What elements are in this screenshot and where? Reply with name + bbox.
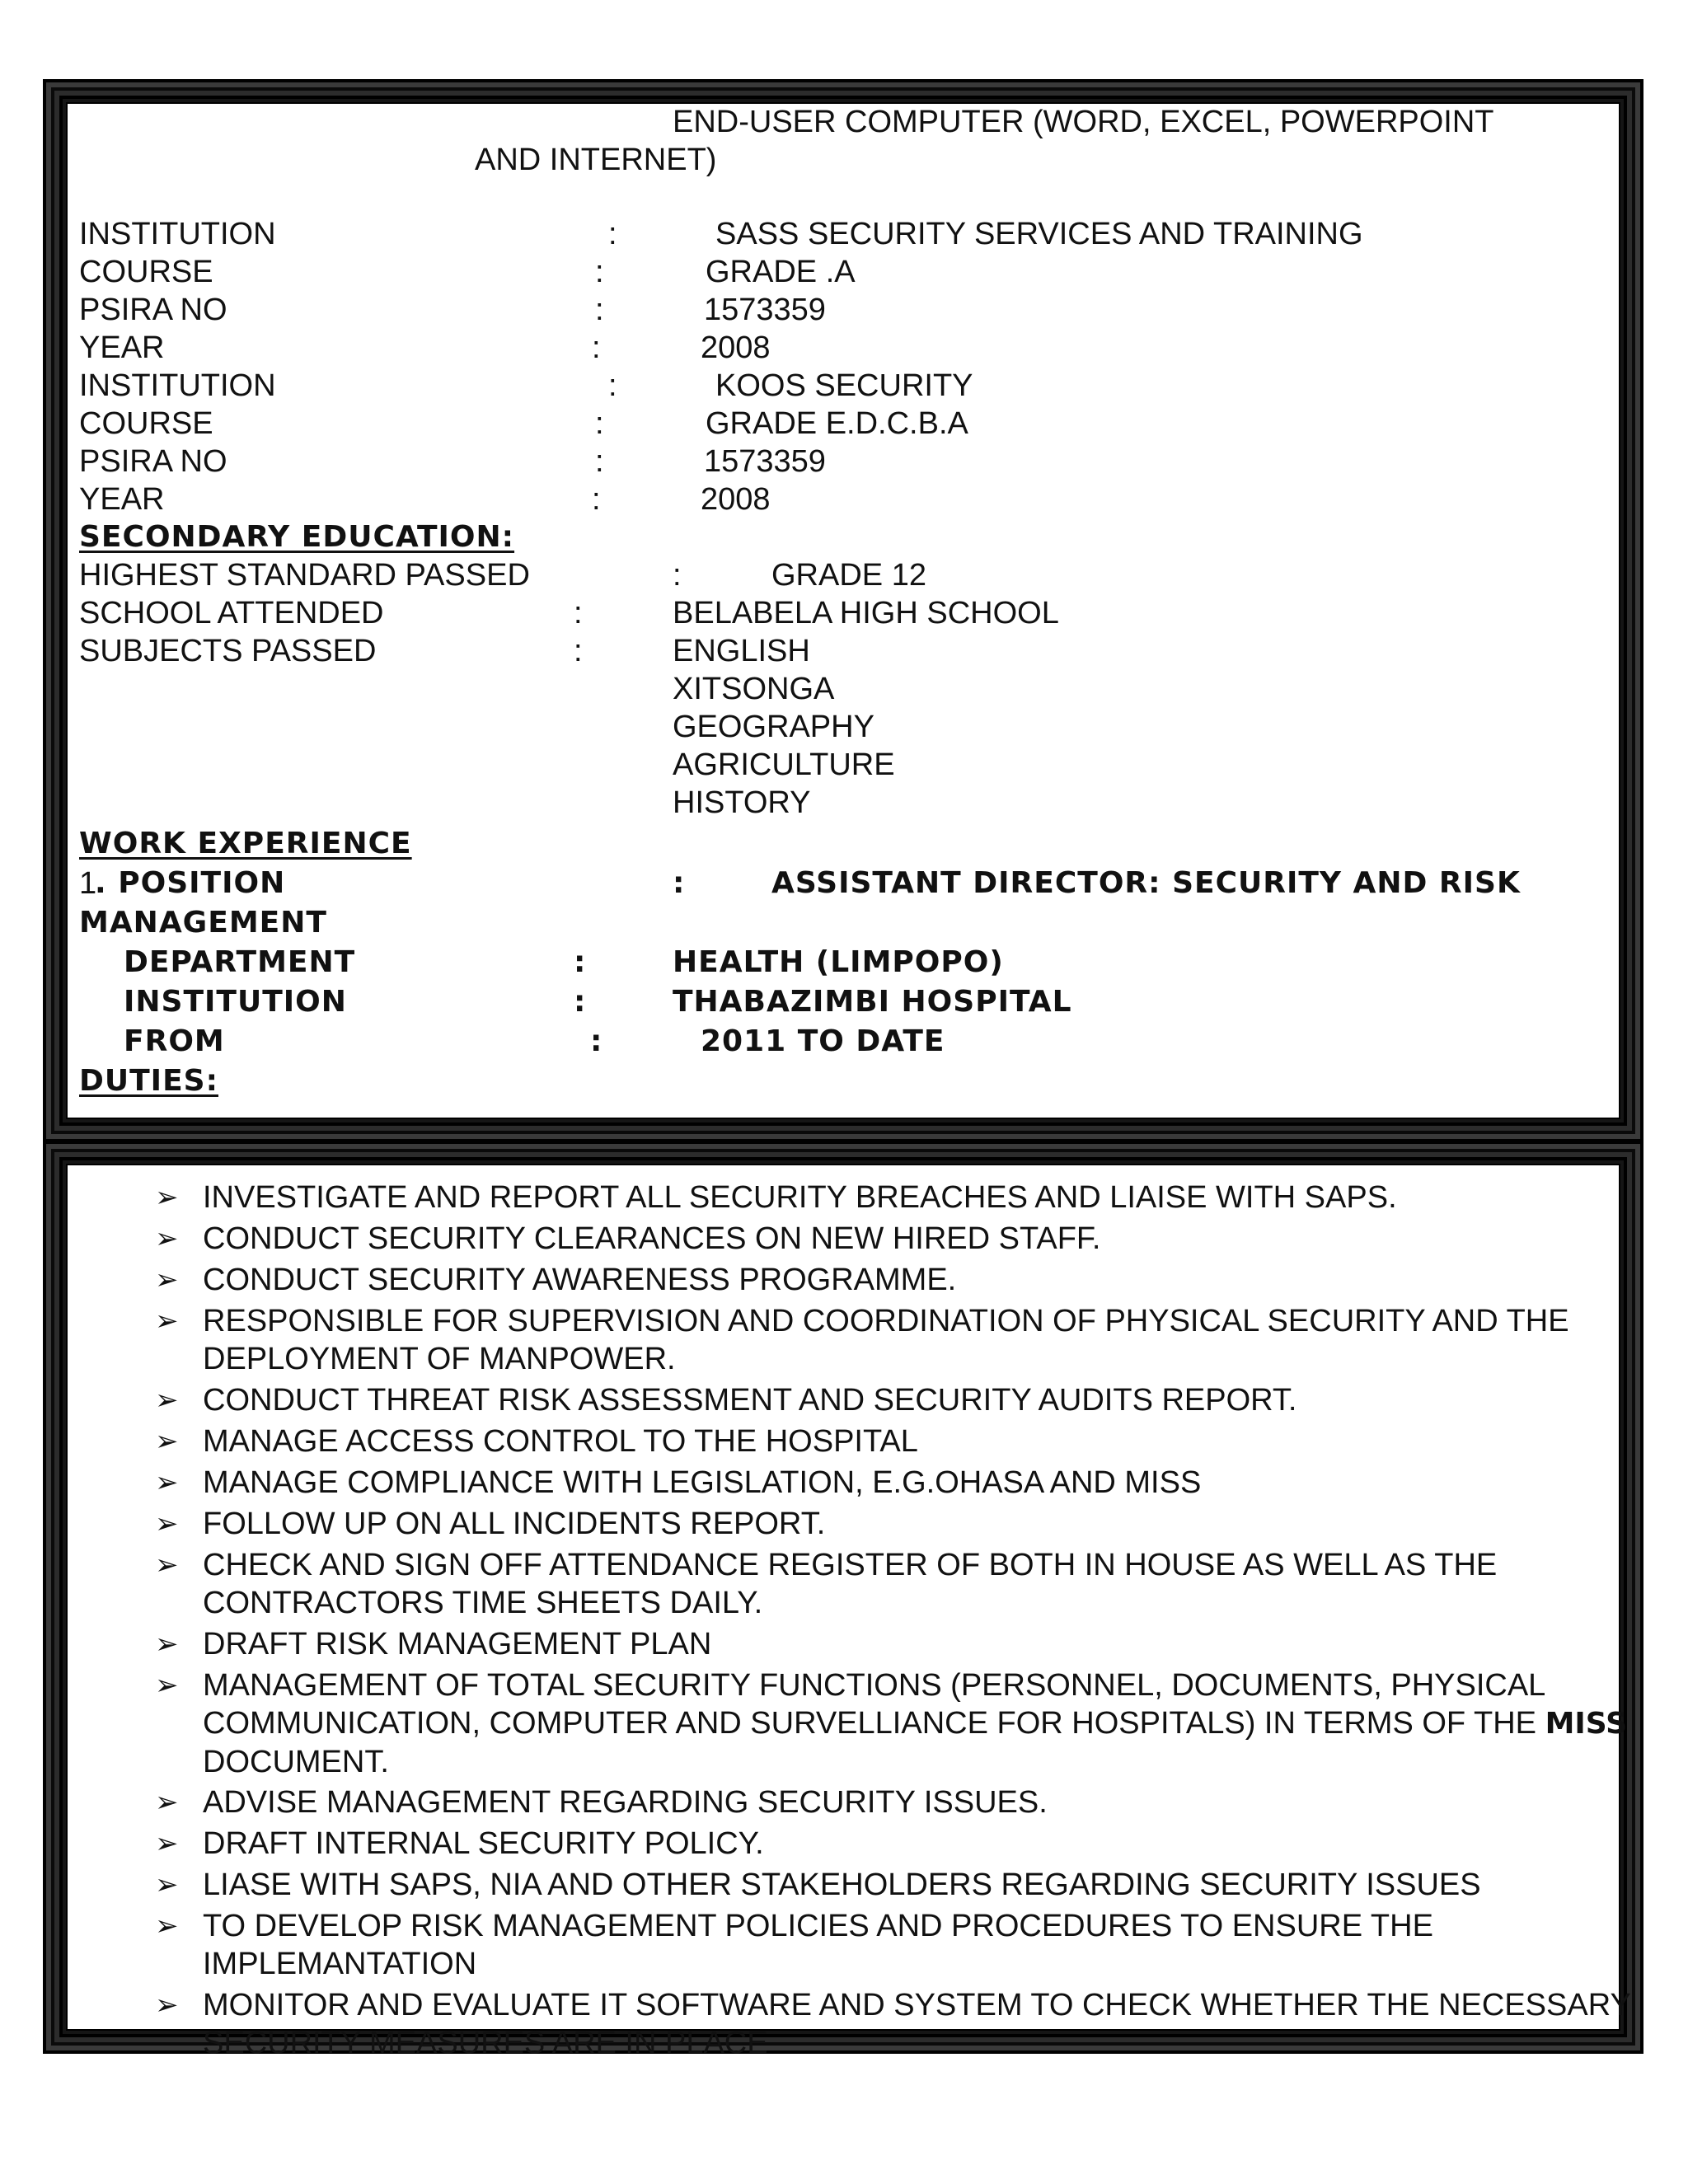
subject-item: XITSONGA xyxy=(673,672,835,706)
duties-heading: DUTIES: xyxy=(79,1064,218,1098)
training-label: COURSE xyxy=(79,406,213,441)
duty-item: ➢ CONDUCT THREAT RISK ASSESSMENT AND SECURITY AUDITS REPORT. xyxy=(155,1383,1297,1418)
page-frame-bottom xyxy=(43,1141,1643,2060)
position-value-continued: MANAGEMENT xyxy=(79,906,327,940)
duty-item: ➢ DRAFT INTERNAL SECURITY POLICY. xyxy=(155,1826,764,1861)
colon: : xyxy=(574,596,583,630)
bullet-arrow-icon: ➢ xyxy=(155,1989,179,2022)
bullet-arrow-icon: ➢ xyxy=(155,1669,179,1702)
from-label: FROM xyxy=(124,1024,225,1058)
training-value: KOOS SECURITY xyxy=(715,368,973,403)
department-label: DEPARTMENT xyxy=(124,945,356,979)
bullet-arrow-icon: ➢ xyxy=(155,1786,179,1819)
duty-item: ➢ MANAGE ACCESS CONTROL TO THE HOSPITAL xyxy=(155,1424,918,1459)
bullet-arrow-icon: ➢ xyxy=(155,1263,179,1296)
subject-item: ENGLISH xyxy=(673,634,810,668)
colon: : xyxy=(595,406,604,441)
training-label: INSTITUTION xyxy=(79,368,276,403)
colon: : xyxy=(592,482,601,517)
training-value: GRADE .A xyxy=(706,255,856,289)
page-frame-top xyxy=(43,79,1643,1142)
header-line-2: AND INTERNET) xyxy=(475,143,717,177)
section-education xyxy=(66,102,1620,1119)
bullet-arrow-icon: ➢ xyxy=(155,1425,179,1458)
secondary-education-heading: SECONDARY EDUCATION: xyxy=(79,520,515,554)
duty-item: ➢ ADVISE MANAGEMENT REGARDING SECURITY ISSUES. xyxy=(155,1785,1048,1820)
duty-item: ➢ LIASE WITH SAPS, NIA AND OTHER STAKEHOLDERS REGARDING SECURITY ISSUES xyxy=(155,1868,1481,1902)
bullet-arrow-icon: ➢ xyxy=(155,1910,179,1943)
department-value: HEALTH (LIMPOPO) xyxy=(673,945,1004,979)
training-value: 2008 xyxy=(701,330,771,365)
bullet-arrow-icon: ➢ xyxy=(155,1181,179,1214)
colon: : xyxy=(592,330,601,365)
bullet-arrow-icon: ➢ xyxy=(155,1827,179,1860)
colon: : xyxy=(673,558,682,593)
duty-item: ➢ CHECK AND SIGN OFF ATTENDANCE REGISTER OF BOTH IN HOUSE AS WELL AS THE CONTRACTORS TIME SHEETS DAILY. xyxy=(155,1548,1498,1620)
subject-item: HISTORY xyxy=(673,785,811,820)
header-line-1: END-USER COMPUTER (WORD, EXCEL, POWERPOINT xyxy=(673,105,1494,139)
duty-item: ➢ RESPONSIBLE FOR SUPERVISION AND COORDINATION OF PHYSICAL SECURITY AND THE DEPLOYMENT OF MANPOWER. xyxy=(155,1304,1569,1376)
colon: : xyxy=(590,1024,603,1058)
training-value: 1573359 xyxy=(704,293,826,327)
subjects-passed-label: SUBJECTS PASSED xyxy=(79,634,377,668)
colon: : xyxy=(673,866,686,900)
from-value: 2011 TO DATE xyxy=(701,1024,945,1058)
subject-item: AGRICULTURE xyxy=(673,748,895,782)
colon: : xyxy=(608,368,617,403)
work-experience-heading: WORK EXPERIENCE xyxy=(79,827,412,860)
training-value: 1573359 xyxy=(704,444,826,479)
bullet-arrow-icon: ➢ xyxy=(155,1507,179,1540)
duty-item: ➢ INVESTIGATE AND REPORT ALL SECURITY BREACHES AND LIAISE WITH SAPS. xyxy=(155,1180,1397,1215)
duty-item: ➢ DRAFT RISK MANAGEMENT PLAN xyxy=(155,1627,712,1661)
training-label: YEAR xyxy=(79,482,165,517)
school-attended-label: SCHOOL ATTENDED xyxy=(79,596,384,630)
highest-standard-value: GRADE 12 xyxy=(771,558,926,593)
section-duties xyxy=(66,1164,1631,2060)
duty-item: ➢ TO DEVELOP RISK MANAGEMENT POLICIES AND PROCEDURES TO ENSURE THE IMPLEMANTATION xyxy=(155,1909,1433,1981)
training-label: COURSE xyxy=(79,255,213,289)
colon: : xyxy=(595,293,604,327)
institution-label: INSTITUTION xyxy=(124,985,347,1019)
duty-item: ➢ MONITOR AND EVALUATE IT SOFTWARE AND SYSTEM TO CHECK WHETHER THE NECESSARY SECURITY MEASURES ARE IN PLACE xyxy=(155,1988,1631,2060)
bullet-arrow-icon: ➢ xyxy=(155,1384,179,1417)
training-label: INSTITUTION xyxy=(79,217,276,251)
position-value: ASSISTANT DIRECTOR: SECURITY AND RISK xyxy=(771,866,1521,900)
training-value: GRADE E.D.C.B.A xyxy=(706,406,968,441)
highest-standard-label: HIGHEST STANDARD PASSED xyxy=(79,558,530,593)
duty-item: ➢ MANAGE COMPLIANCE WITH LEGISLATION, E.G.OHASA AND MISS xyxy=(155,1465,1202,1500)
training-label: PSIRA NO xyxy=(79,444,227,479)
colon: : xyxy=(608,217,617,251)
colon: : xyxy=(595,255,604,289)
subject-item: GEOGRAPHY xyxy=(673,710,874,744)
duty-item: ➢ FOLLOW UP ON ALL INCIDENTS REPORT. xyxy=(155,1507,826,1541)
training-value: SASS SECURITY SERVICES AND TRAINING xyxy=(715,217,1363,251)
duty-item: ➢ CONDUCT SECURITY CLEARANCES ON NEW HIRED STAFF. xyxy=(155,1221,1101,1256)
colon: : xyxy=(595,444,604,479)
colon: : xyxy=(574,945,587,979)
training-value: 2008 xyxy=(701,482,771,517)
colon: : xyxy=(574,634,583,668)
bullet-arrow-icon: ➢ xyxy=(155,1549,179,1582)
bullet-arrow-icon: ➢ xyxy=(155,1222,179,1255)
training-label: YEAR xyxy=(79,330,165,365)
miss-bold-text: MISS xyxy=(1545,1707,1628,1741)
institution-value: THABAZIMBI HOSPITAL xyxy=(673,985,1072,1019)
duty-item: ➢ MANAGEMENT OF TOTAL SECURITY FUNCTIONS (PERSONNEL, DOCUMENTS, PHYSICAL COMMUNICATION, COMPUTER AND SURVELLIANCE FOR HOSPITALS) IN TERMS OF THE MISS DOCUMENT. xyxy=(155,1668,1628,1779)
bullet-arrow-icon: ➢ xyxy=(155,1868,179,1901)
training-label: PSIRA NO xyxy=(79,293,227,327)
position-number: 1 xyxy=(79,866,97,901)
bullet-arrow-icon: ➢ xyxy=(155,1628,179,1661)
bullet-arrow-icon: ➢ xyxy=(155,1466,179,1499)
duty-item: ➢ CONDUCT SECURITY AWARENESS PROGRAMME. xyxy=(155,1263,957,1297)
position-label: . POSITION xyxy=(95,866,286,900)
school-attended-value: BELABELA HIGH SCHOOL xyxy=(673,596,1059,630)
bullet-arrow-icon: ➢ xyxy=(155,1305,179,1338)
colon: : xyxy=(574,985,587,1019)
